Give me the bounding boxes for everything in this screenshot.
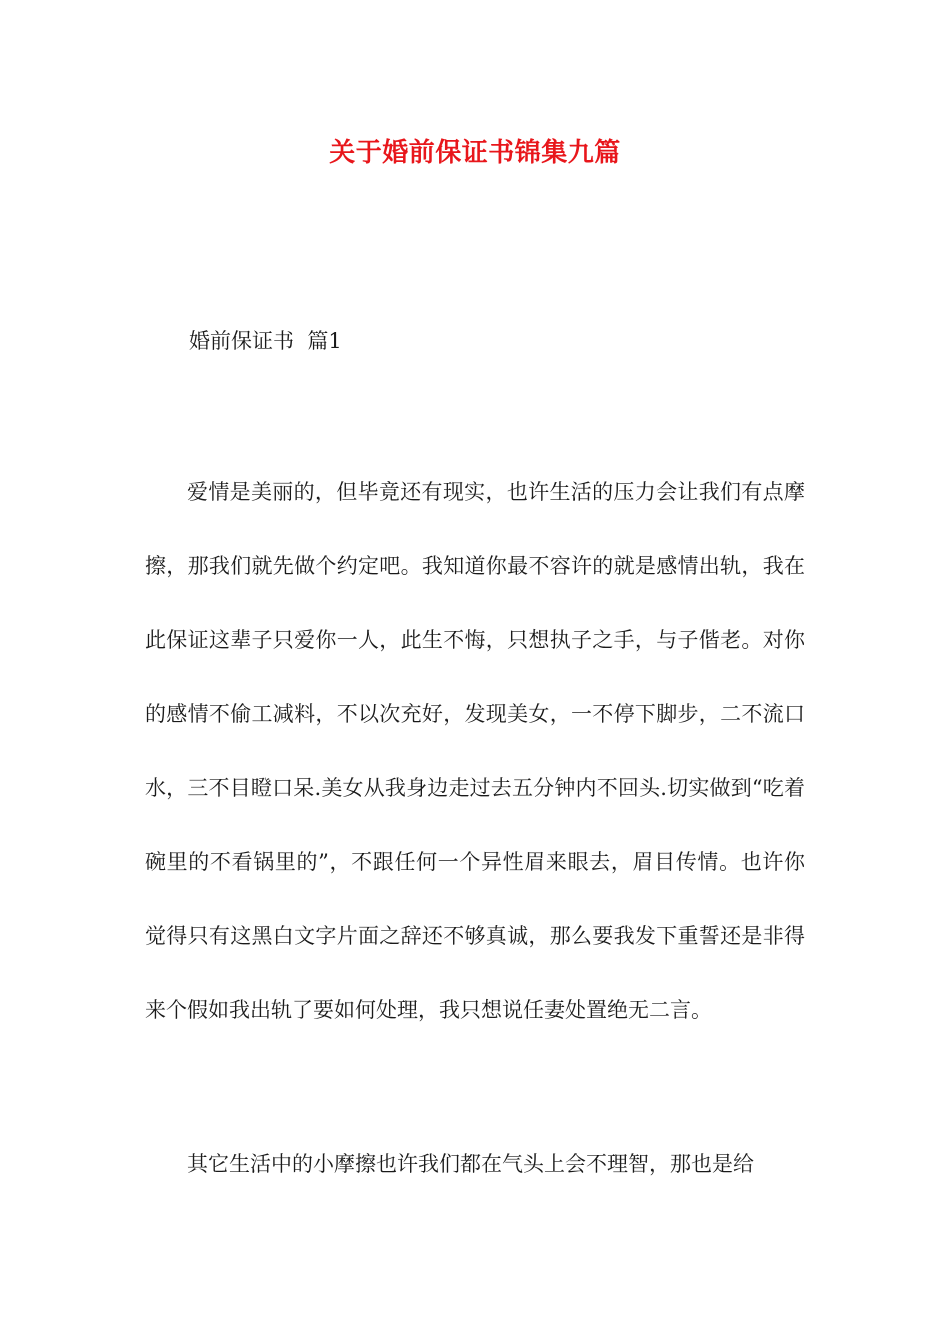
section-heading: 婚前保证书 篇1 — [189, 329, 342, 353]
document-title: 关于婚前保证书锦集九篇 — [329, 138, 621, 168]
body-paragraph-2: 其它生活中的小摩擦也许我们都在气头上会不理智，那也是给 — [187, 1152, 754, 1176]
body-paragraph-1: 爱情是美丽的，但毕竟还有现实，也许生活的压力会让我们有点摩擦，那我们就先做个约定吧。我知道你最不容许的就是感情出轨，我在此保证这辈子只爱你一人，此生不悔，只想执子之手，与子偕老。对你的感情不偷工减料，不以次充好，发现美女，一不停下脚步，二不流口水，三不目瞪口呆.美女从我身边走过去五分钟内不回头.切实做到“吃着碗里的不看锅里的”，不跟任何一个异性眉来眼去，眉目传情。也许你觉得只有这黑白文字片面之辞还不够真诚，那么要我发下重誓还是非得来个假如我出轨了要如何处理，我只想说任妻处置绝无二言。 — [145, 480, 805, 1022]
